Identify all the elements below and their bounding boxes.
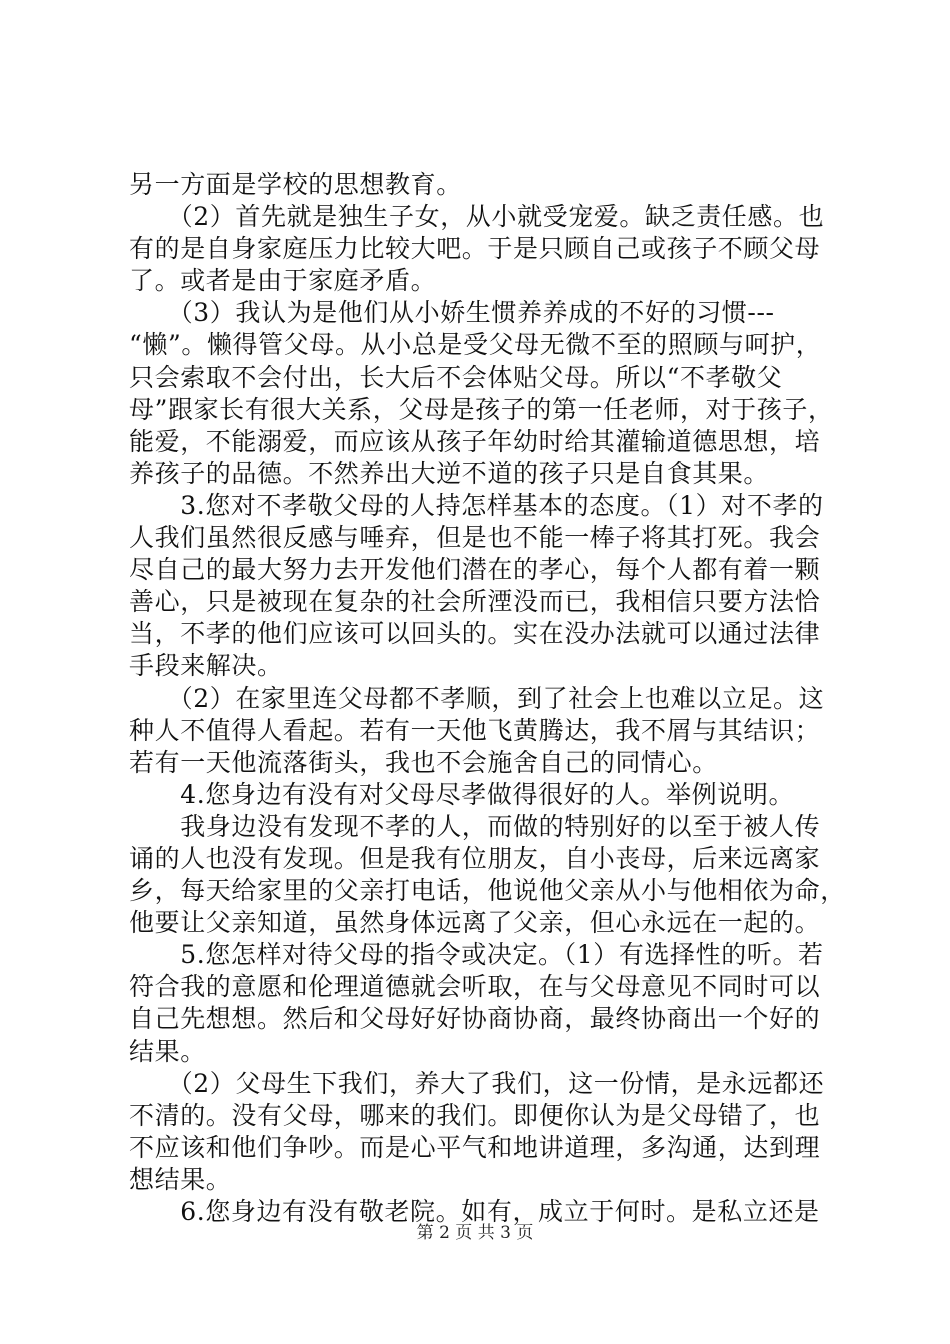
text-line: 另一方面是学校的思想教育。 (129, 170, 462, 199)
text-line: 不清的。没有父母，哪来的我们。即便你认为是父母错了，也 (129, 1100, 821, 1130)
text-line: 他要让父亲知道，虽然身体远离了父亲，但心永远在一起的。 (129, 908, 821, 938)
text-line: 养孩子的品德。不然养出大逆不道的孩子只是自食其果。 (129, 458, 770, 488)
text-line: 6.您身边有没有敬老院。如有，成立于何时。是私立还是 (129, 1197, 820, 1226)
text-line: （2）父母生下我们，养大了我们，这一份情，是永远都还 (129, 1068, 825, 1098)
text-line: 5.您怎样对待父母的指令或决定。（1）有选择性的听。若 (129, 940, 824, 970)
text-line: （2）首先就是独生子女，从小就受宠爱。缺乏责任感。也 (129, 202, 825, 232)
text-line: 种人不值得人看起。若有一天他飞黄腾达，我不屑与其结识； (129, 715, 821, 745)
text-line: 4.您身边有没有对父母尽孝做得很好的人。举例说明。 (129, 779, 795, 809)
text-line: 若有一天他流落街头，我也不会施舍自己的同情心。 (129, 747, 718, 777)
text-line: 有的是自身家庭压力比较大吧。于是只顾自己或孩子不顾父母 (129, 234, 821, 264)
text-line: 能爱，不能溺爱，而应该从孩子年幼时给其灌输道德思想，培 (129, 426, 821, 456)
text-line: 诵的人也没有发现。但是我有位朋友，自小丧母，后来远离家 (129, 843, 821, 873)
text-line: 当，不孝的他们应该可以回头的。实在没办法就可以通过法律 (129, 619, 821, 649)
text-line: 想结果。 (129, 1164, 232, 1194)
text-line: 人我们虽然很反感与唾弃，但是也不能一棒子将其打死。我会 (129, 523, 821, 553)
text-line: （3）我认为是他们从小娇生惯养养成的不好的习惯--- (129, 298, 775, 328)
text-line: 尽自己的最大努力去开发他们潜在的孝心，每个人都有着一颗 (129, 555, 821, 585)
text-line: 只会索取不会付出，长大后不会体贴父母。所以“不孝敬父 (129, 362, 783, 392)
page-footer: 第 2 页 共 3 页 (416, 1223, 534, 1243)
text-line: 符合我的意愿和伦理道德就会听取，在与父母意见不同时可以 (129, 972, 821, 1002)
text-line: 了。或者是由于家庭矛盾。 (129, 266, 437, 296)
text-line: 手段来解决。 (129, 651, 283, 681)
text-line: 我身边没有发现不孝的人，而做的特别好的以至于被人传 (129, 811, 821, 841)
text-line: “懒”。懒得管父母。从小总是受父母无微不至的照顾与呵护， (129, 330, 822, 360)
text-line: 结果。 (129, 1036, 206, 1066)
text-line: 不应该和他们争吵。而是心平气和地讲道理，多沟通，达到理 (129, 1132, 821, 1162)
text-line: 乡，每天给家里的父亲打电话，他说他父亲从小与他相依为命， (129, 876, 846, 906)
text-line: （2）在家里连父母都不孝顺，到了社会上也难以立足。这 (129, 683, 825, 713)
text-line: 3.您对不孝敬父母的人持怎样基本的态度。（1）对不孝的 (129, 490, 824, 520)
text-line: 自己先想想。然后和父母好好协商协商，最终协商出一个好的 (129, 1004, 821, 1034)
body-text (129, 169, 846, 1228)
text-line: 母”跟家长有很大关系，父母是孩子的第一任老师，对于孩子， (129, 394, 834, 424)
text-line: 善心，只是被现在复杂的社会所湮没而已，我相信只要方法恰 (129, 587, 821, 617)
